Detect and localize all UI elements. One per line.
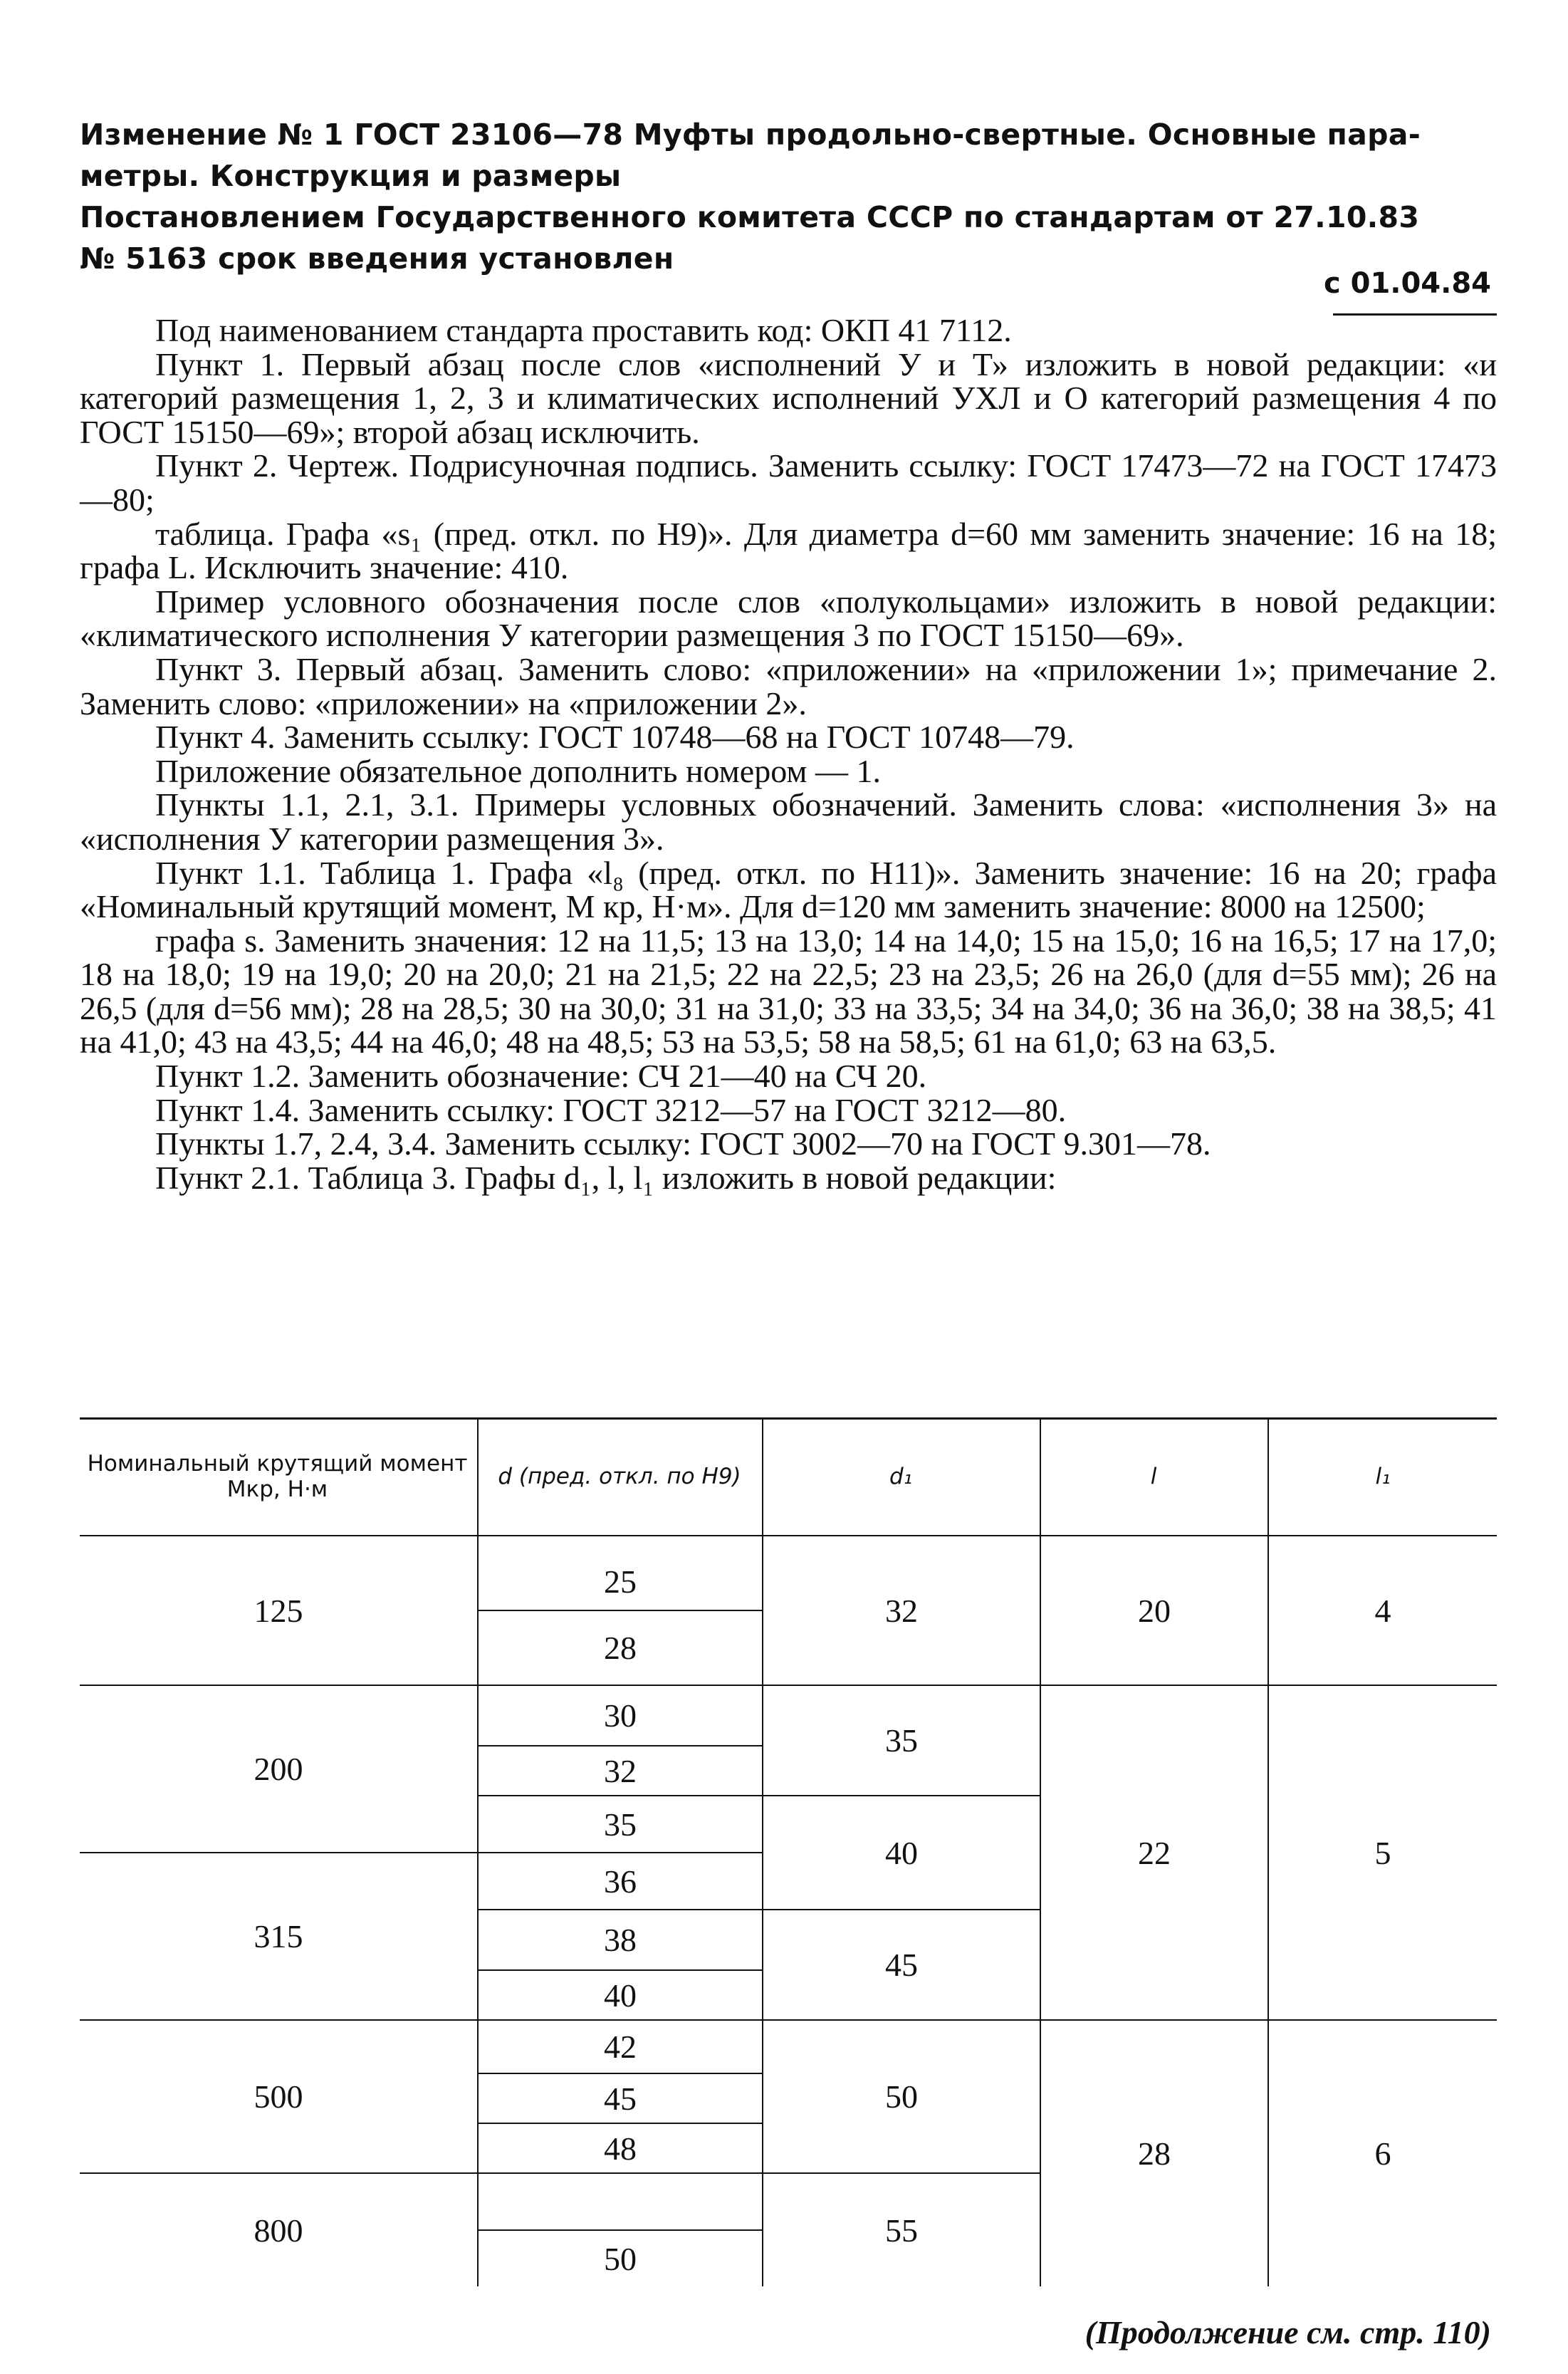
document-header	[80, 114, 1497, 279]
paragraph: Пример условного обозначения после слов «полукольцами» изложить в новой редакции: «климатического исполнения У категории размещения 3 по ГОСТ 15150—69».	[80, 583, 1497, 654]
d1-cell: 55	[885, 2212, 918, 2249]
l-cell: 22	[1138, 1834, 1171, 1871]
paragraph: Пункт 1. Первый абзац после слов «исполнений У и Т» изложить в новой редакции: «и категорий размещения 1, 2, 3 и климатических исполнений УХЛ и О категорий размещения 4 по ГОСТ 15150—69»; второй абзац исключить.	[80, 345, 1497, 450]
header-l1: l₁	[1375, 1464, 1391, 1489]
paragraph: Под наименованием стандарта проставить код: ОКП 41 7112.	[155, 312, 1012, 348]
header-d: d (пред. откл. по Н9)	[498, 1464, 741, 1489]
header-line-4: № 5163 срок введения установлен	[80, 241, 674, 276]
d-cell: 45	[604, 2080, 637, 2117]
d-cell: 50	[604, 2240, 637, 2277]
l1-cell: 4	[1374, 1592, 1391, 1629]
d-cell: 48	[604, 2130, 637, 2167]
d1-cell: 50	[885, 2078, 918, 2115]
header-line-2: метры. Конструкция и размеры	[80, 159, 622, 193]
d-cell: 38	[604, 1922, 637, 1958]
d-cell: 28	[604, 1630, 637, 1666]
table-top-rule	[80, 1417, 1497, 1420]
l-cell: 20	[1138, 1592, 1171, 1629]
l1-cell: 5	[1374, 1834, 1391, 1871]
paragraph: Пункт 1.4. Заменить ссылку: ГОСТ 3212—57 на ГОСТ 3212—80.	[155, 1091, 1067, 1128]
l-cell: 28	[1138, 2135, 1171, 2172]
torque-cell: 500	[254, 2078, 303, 2115]
d-cell: 30	[604, 1697, 637, 1734]
paragraph: Пункт 2.1. Таблица 3. Графы d₁, l, l₁ изложить в новой редакции:	[155, 1159, 1057, 1196]
paragraph: Пункт 2. Чертеж. Подрисуночная подпись. Заменить ссылку: ГОСТ 17473—72 на ГОСТ 17473—80;	[80, 447, 1497, 518]
paragraph: Пункты 1.7, 2.4, 3.4. Заменить ссылку: ГОСТ 3002—70 на ГОСТ 9.301—78.	[155, 1125, 1211, 1162]
effective-date: с 01.04.84	[1323, 267, 1491, 300]
l1-cell: 6	[1374, 2135, 1391, 2172]
d1-cell: 45	[885, 1947, 918, 1983]
torque-cell: 200	[254, 1751, 303, 1787]
document-body	[80, 313, 1497, 1194]
paragraph: Пункт 4. Заменить ссылку: ГОСТ 10748—68 на ГОСТ 10748—79.	[155, 719, 1075, 756]
table-3	[80, 1417, 1497, 2286]
torque-cell: 315	[254, 1918, 303, 1954]
torque-cell: 125	[254, 1592, 303, 1629]
paragraph: таблица. Графа «s₁ (пред. откл. по Н9)». Для диаметра d=60 мм заменить значение: 16 на 18; графа L. Исключить значение: 410.	[80, 515, 1497, 586]
d-cell: 32	[604, 1752, 637, 1789]
header-torque: Номинальный крутящий момент Mкр, Н·м	[87, 1451, 468, 1502]
d-cell: 25	[604, 1563, 637, 1600]
paragraph: Пункт 1.1. Таблица 1. Графа «l₈ (пред. откл. по Н11)». Заменить значение: 16 на 20; графа «Номинальный крутящий момент, М кр, Н·м». Для d=120 мм заменить значение: 8000 на 12500;	[80, 854, 1497, 925]
header-l: l	[1150, 1464, 1157, 1489]
d-cell: 36	[604, 1863, 637, 1900]
d-row-rule	[479, 2172, 762, 2174]
header-line-1: Изменение № 1 ГОСТ 23106—78 Муфты продольно-свертные. Основные пара-	[80, 118, 1421, 152]
torque-cell: 800	[254, 2212, 303, 2249]
paragraph: графа s. Заменить значения: 12 на 11,5; 13 на 13,0; 14 на 14,0; 15 на 15,0; 16 на 16,5; 17 на 17,0; 18 на 18,0; 19 на 19,0; 20 на 20,0; 21 на 21,5; 22 на 22,5; 23 на 23,5; 26 на 26,0 (для d=55 мм); 26 на 26,5 (для d=56 мм); 28 на 28,5; 30 на 30,0; 31 на 31,0; 33 на 33,5; 34 на 34,0; 36 на 36,0; 38 на 38,5; 41 на 41,0; 43 на 43,5; 44 на 46,0; 48 на 48,5; 53 на 53,5; 58 на 58,5; 61 на 61,0; 63 на 63,5.	[80, 922, 1497, 1061]
paragraph: Пункты 1.1, 2.1, 3.1. Примеры условных обозначений. Заменить слова: «исполнения 3» на «исполнения У категории размещения 3».	[80, 786, 1497, 857]
header-line-3: Постановлением Государственного комитета СССР по стандартам от 27.10.83	[80, 200, 1420, 234]
d1-cell: 35	[885, 1722, 918, 1759]
d1-cell: 32	[885, 1592, 918, 1629]
paragraph: Пункт 1.2. Заменить обозначение: СЧ 21—40 на СЧ 20.	[155, 1058, 927, 1095]
paragraph: Пункт 3. Первый абзац. Заменить слово: «приложении» на «приложении 1»; примечание 2. Заменить слово: «приложении» на «приложении 2».	[80, 650, 1497, 722]
d-cell: 42	[604, 2029, 637, 2065]
header-d1: d₁	[889, 1464, 913, 1489]
d-cell: 40	[604, 1977, 637, 2014]
continuation-note: (Продолжение см. стр. 110)	[1084, 2314, 1491, 2350]
d1-cell: 40	[885, 1834, 918, 1871]
d-cell: 35	[604, 1806, 637, 1843]
paragraph: Приложение обязательное дополнить номером — 1.	[155, 752, 881, 789]
